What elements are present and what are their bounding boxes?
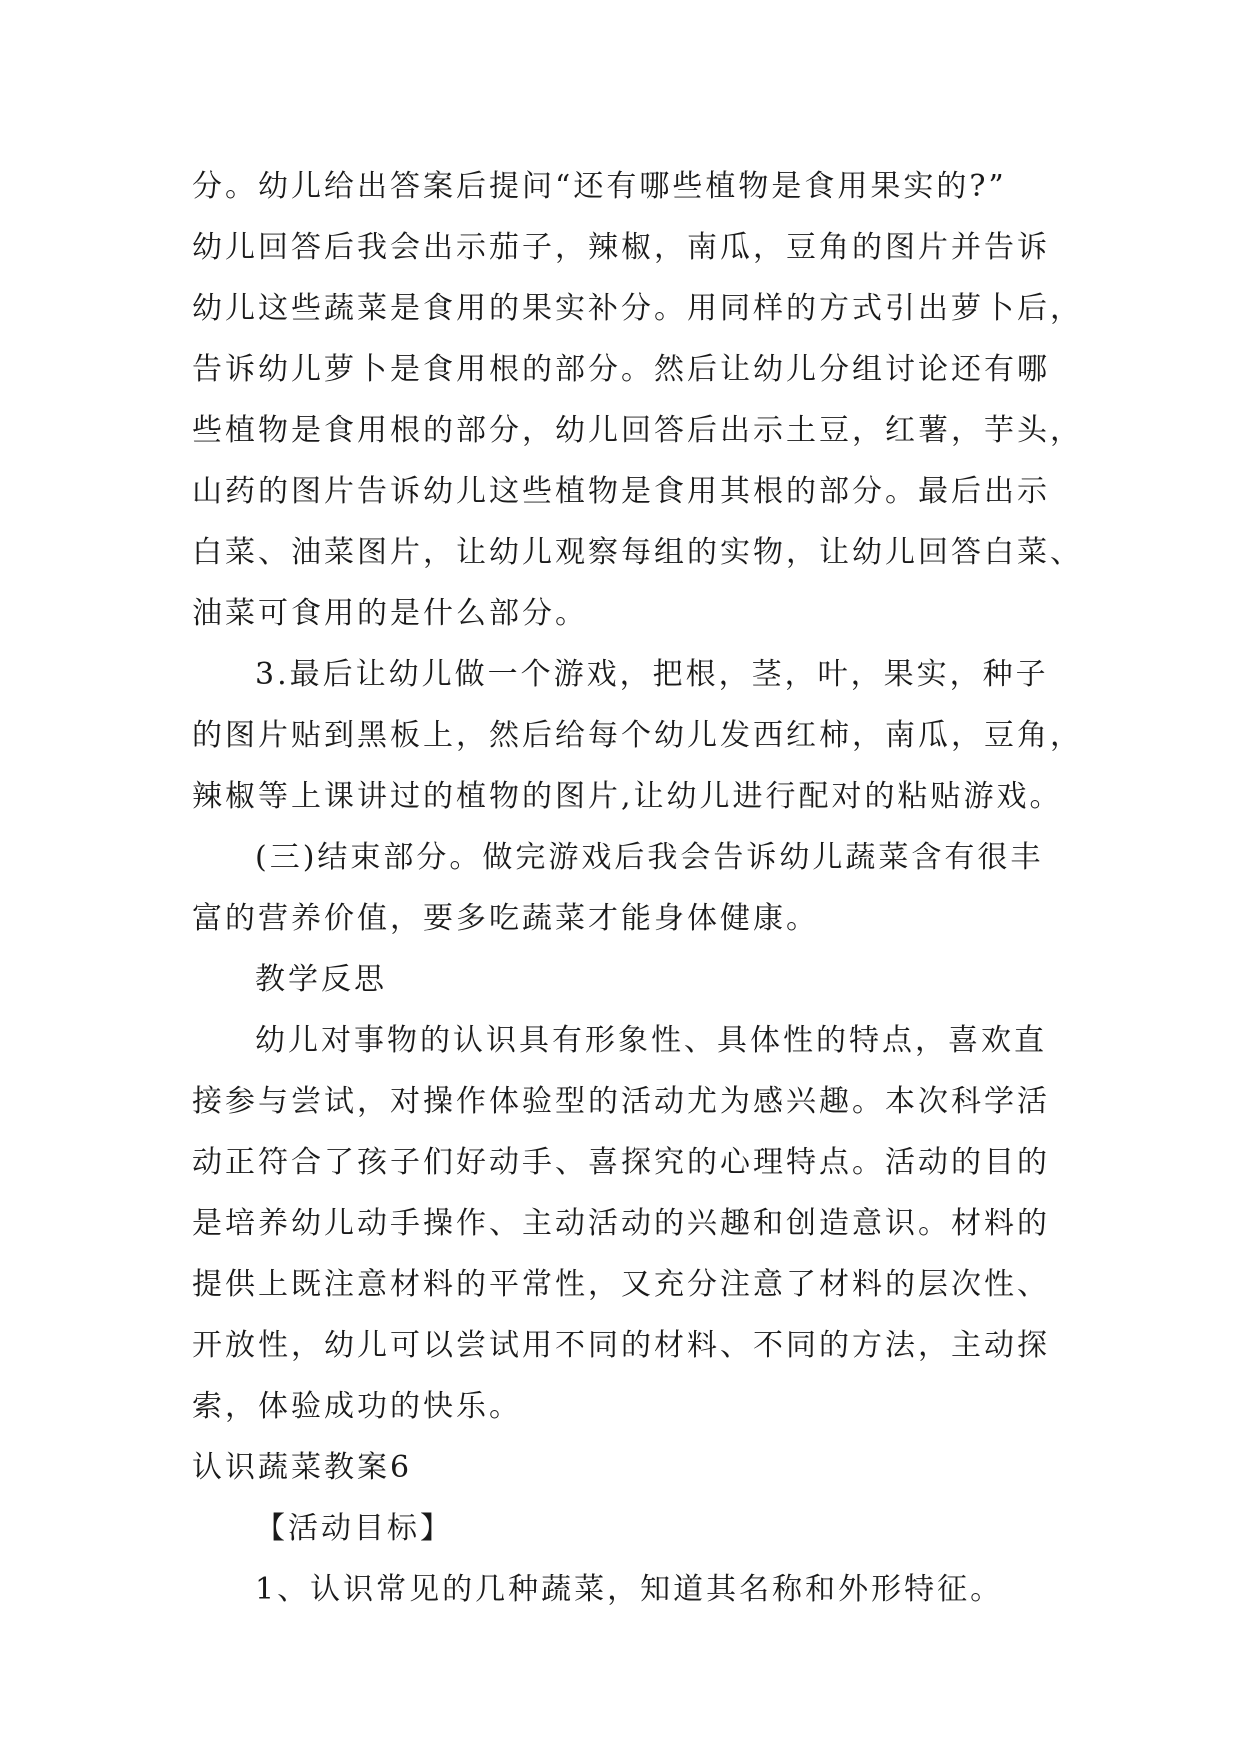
text-line: 幼儿对事物的认识具有形象性、具体性的特点，喜欢直 [255,1023,1047,1058]
text-line: 1、认识常见的几种蔬菜，知道其名称和外形特征。 [255,1572,1004,1607]
text-line: 分。幼儿给出答案后提问“还有哪些植物是食用果实的?” [192,169,1007,204]
text-line: 白菜、油菜图片，让幼儿观察每组的实物，让幼儿回答白菜、 [192,535,1083,570]
text-line: 幼儿回答后我会出示茄子，辣椒，南瓜，豆角的图片并告诉 [192,230,1050,265]
text-line: 的图片贴到黑板上，然后给每个幼儿发西红柿，南瓜，豆角， [192,718,1083,753]
text-line: (三)结束部分。做完游戏后我会告诉幼儿蔬菜含有很丰 [255,840,1044,875]
section-heading: 【活动目标】 [255,1511,453,1546]
text-line: 告诉幼儿萝卜是食用根的部分。然后让幼儿分组讨论还有哪 [192,352,1050,387]
document-title: 认识蔬菜教案6 [192,1450,413,1485]
text-line: 油菜可食用的是什么部分。 [192,596,588,631]
text-line: 开放性，幼儿可以尝试用不同的材料、不同的方法，主动探 [192,1328,1050,1363]
text-line: 些植物是食用根的部分，幼儿回答后出示土豆，红薯，芋头， [192,413,1083,448]
text-line: 提供上既注意材料的平常性，又充分注意了材料的层次性、 [192,1267,1050,1302]
text-line: 富的营养价值，要多吃蔬菜才能身体健康。 [192,901,819,936]
text-line: 幼儿这些蔬菜是食用的果实补分。用同样的方式引出萝卜后， [192,291,1083,326]
text-line: 3.最后让幼儿做一个游戏，把根，茎，叶，果实，种子 [255,657,1049,692]
text-line: 山药的图片告诉幼儿这些植物是食用其根的部分。最后出示 [192,474,1050,509]
text-line: 接参与尝试，对操作体验型的活动尤为感兴趣。本次科学活 [192,1084,1050,1119]
text-line: 动正符合了孩子们好动手、喜探究的心理特点。活动的目的 [192,1145,1050,1180]
text-line: 辣椒等上课讲过的植物的图片,让幼儿进行配对的粘贴游戏。 [192,779,1063,814]
text-line: 索，体验成功的快乐。 [192,1389,522,1424]
text-line: 是培养幼儿动手操作、主动活动的兴趣和创造意识。材料的 [192,1206,1050,1241]
section-heading: 教学反思 [255,962,387,997]
